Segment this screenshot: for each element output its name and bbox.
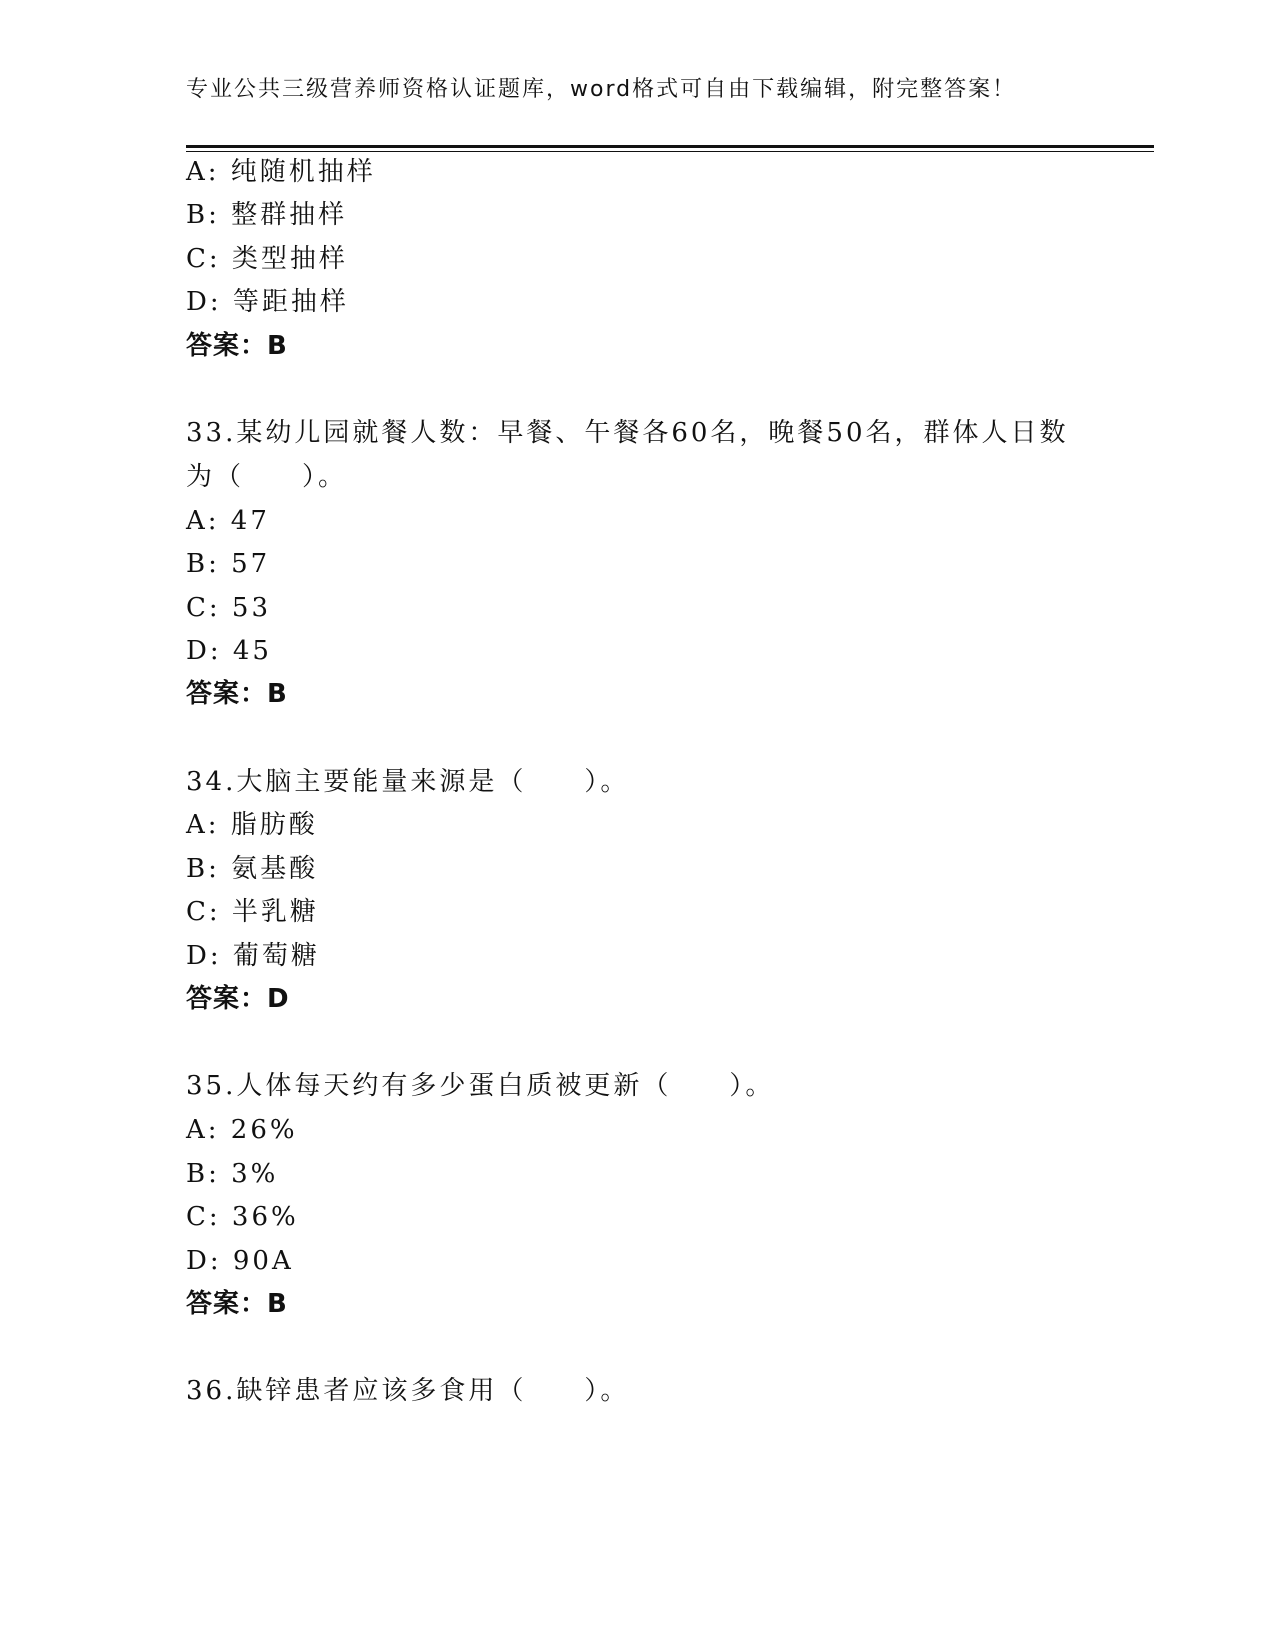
q35-option-b: B: 3% bbox=[186, 1159, 279, 1189]
q33-stem-line1: 33.某幼儿园就餐人数：早餐、午餐各60名，晚餐50名，群体人日数 bbox=[186, 418, 1069, 448]
q32-option-a: A: 纯随机抽样 bbox=[186, 157, 376, 187]
q33-option-c: C: 53 bbox=[186, 593, 272, 623]
q35-option-a: A: 26% bbox=[186, 1115, 298, 1145]
q32-answer: 答案：B bbox=[186, 331, 288, 361]
q36-stem: 36.缺锌患者应该多食用（ ）。 bbox=[186, 1376, 630, 1406]
q34-answer: 答案：D bbox=[186, 984, 290, 1014]
q32-option-c: C: 类型抽样 bbox=[186, 244, 348, 274]
q33-option-a: A: 47 bbox=[186, 506, 270, 536]
q35-option-c: C: 36% bbox=[186, 1202, 299, 1232]
q34-stem: 34.大脑主要能量来源是（ ）。 bbox=[186, 767, 630, 797]
q32-option-d: D: 等距抽样 bbox=[186, 287, 349, 317]
q34-option-c: C: 半乳糖 bbox=[186, 897, 319, 927]
q33-option-b: B: 57 bbox=[186, 549, 271, 579]
q34-option-b: B: 氨基酸 bbox=[186, 854, 319, 884]
q34-option-a: A: 脂肪酸 bbox=[186, 810, 318, 840]
q35-answer: 答案：B bbox=[186, 1289, 288, 1319]
q33-stem-line2: 为（ ）。 bbox=[186, 462, 348, 492]
header-divider-thin bbox=[186, 151, 1154, 152]
q32-option-b: B: 整群抽样 bbox=[186, 200, 348, 230]
q33-answer: 答案：B bbox=[186, 679, 288, 709]
header-divider-thick bbox=[186, 145, 1154, 148]
q35-option-d: D: 90A bbox=[186, 1246, 294, 1276]
q33-option-d: D: 45 bbox=[186, 636, 272, 666]
q34-option-d: D: 葡萄糖 bbox=[186, 941, 320, 971]
q35-stem: 35.人体每天约有多少蛋白质被更新（ ）。 bbox=[186, 1071, 775, 1101]
page-header: 专业公共三级营养师资格认证题库，word格式可自由下载编辑，附完整答案！ bbox=[186, 77, 1017, 102]
